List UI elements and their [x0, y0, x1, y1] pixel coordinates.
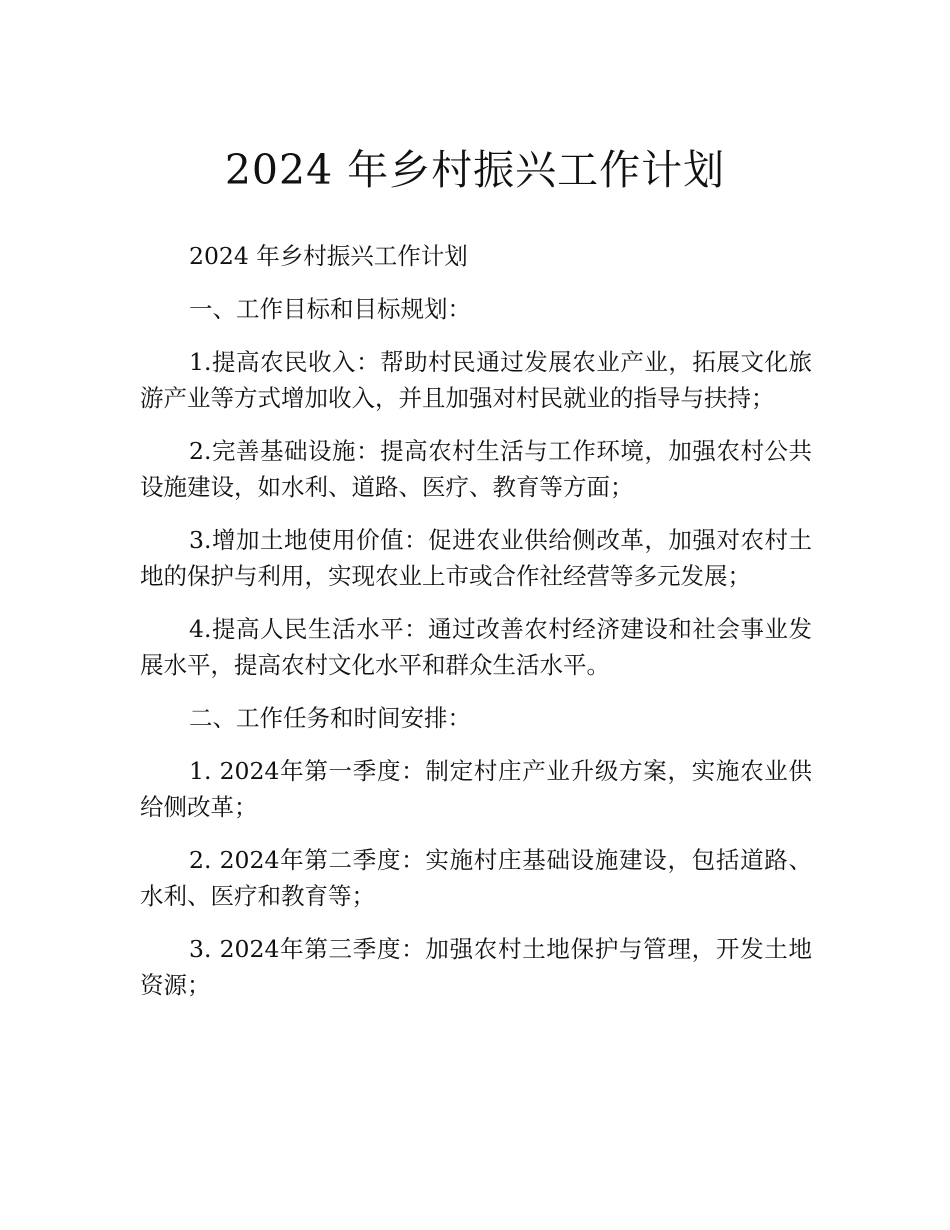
- document-title: 2024 年乡村振兴工作计划: [224, 146, 726, 194]
- goal-item-infrastructure: 2.完善基础设施：提高农村生活与工作环境，加强农村公共设施建设，如水利、道路、医疗、教育等方面；: [140, 437, 812, 501]
- goal-item-land-value: 3.增加土地使用价值：促进农业供给侧改革，加强对农村土地的保护与利用，实现农业上市或合作社经营等多元发展；: [140, 526, 812, 590]
- goal-item-living-standard: 4.提高人民生活水平：通过改善农村经济建设和社会事业发展水平，提高农村文化水平和群众生活水平。: [140, 615, 812, 679]
- section-heading-tasks: 二、工作任务和时间安排：: [189, 704, 471, 732]
- document-body: [140, 238, 812, 1020]
- task-item-q3: 3. 2024年第三季度：加强农村土地保护与管理，开发土地资源；: [140, 935, 812, 999]
- goal-item-income: 1.提高农民收入：帮助村民通过发展农业产业，拓展文化旅游产业等方式增加收入，并且加强对村民就业的指导与扶持；: [140, 348, 812, 412]
- section-heading-goals: 一、工作目标和目标规划：: [189, 295, 471, 323]
- subtitle-paragraph: 2024 年乡村振兴工作计划: [189, 242, 468, 270]
- task-item-q2: 2. 2024年第二季度：实施村庄基础设施建设，包括道路、水利、医疗和教育等；: [140, 846, 812, 910]
- task-item-q1: 1. 2024年第一季度：制定村庄产业升级方案，实施农业供给侧改革；: [140, 757, 812, 821]
